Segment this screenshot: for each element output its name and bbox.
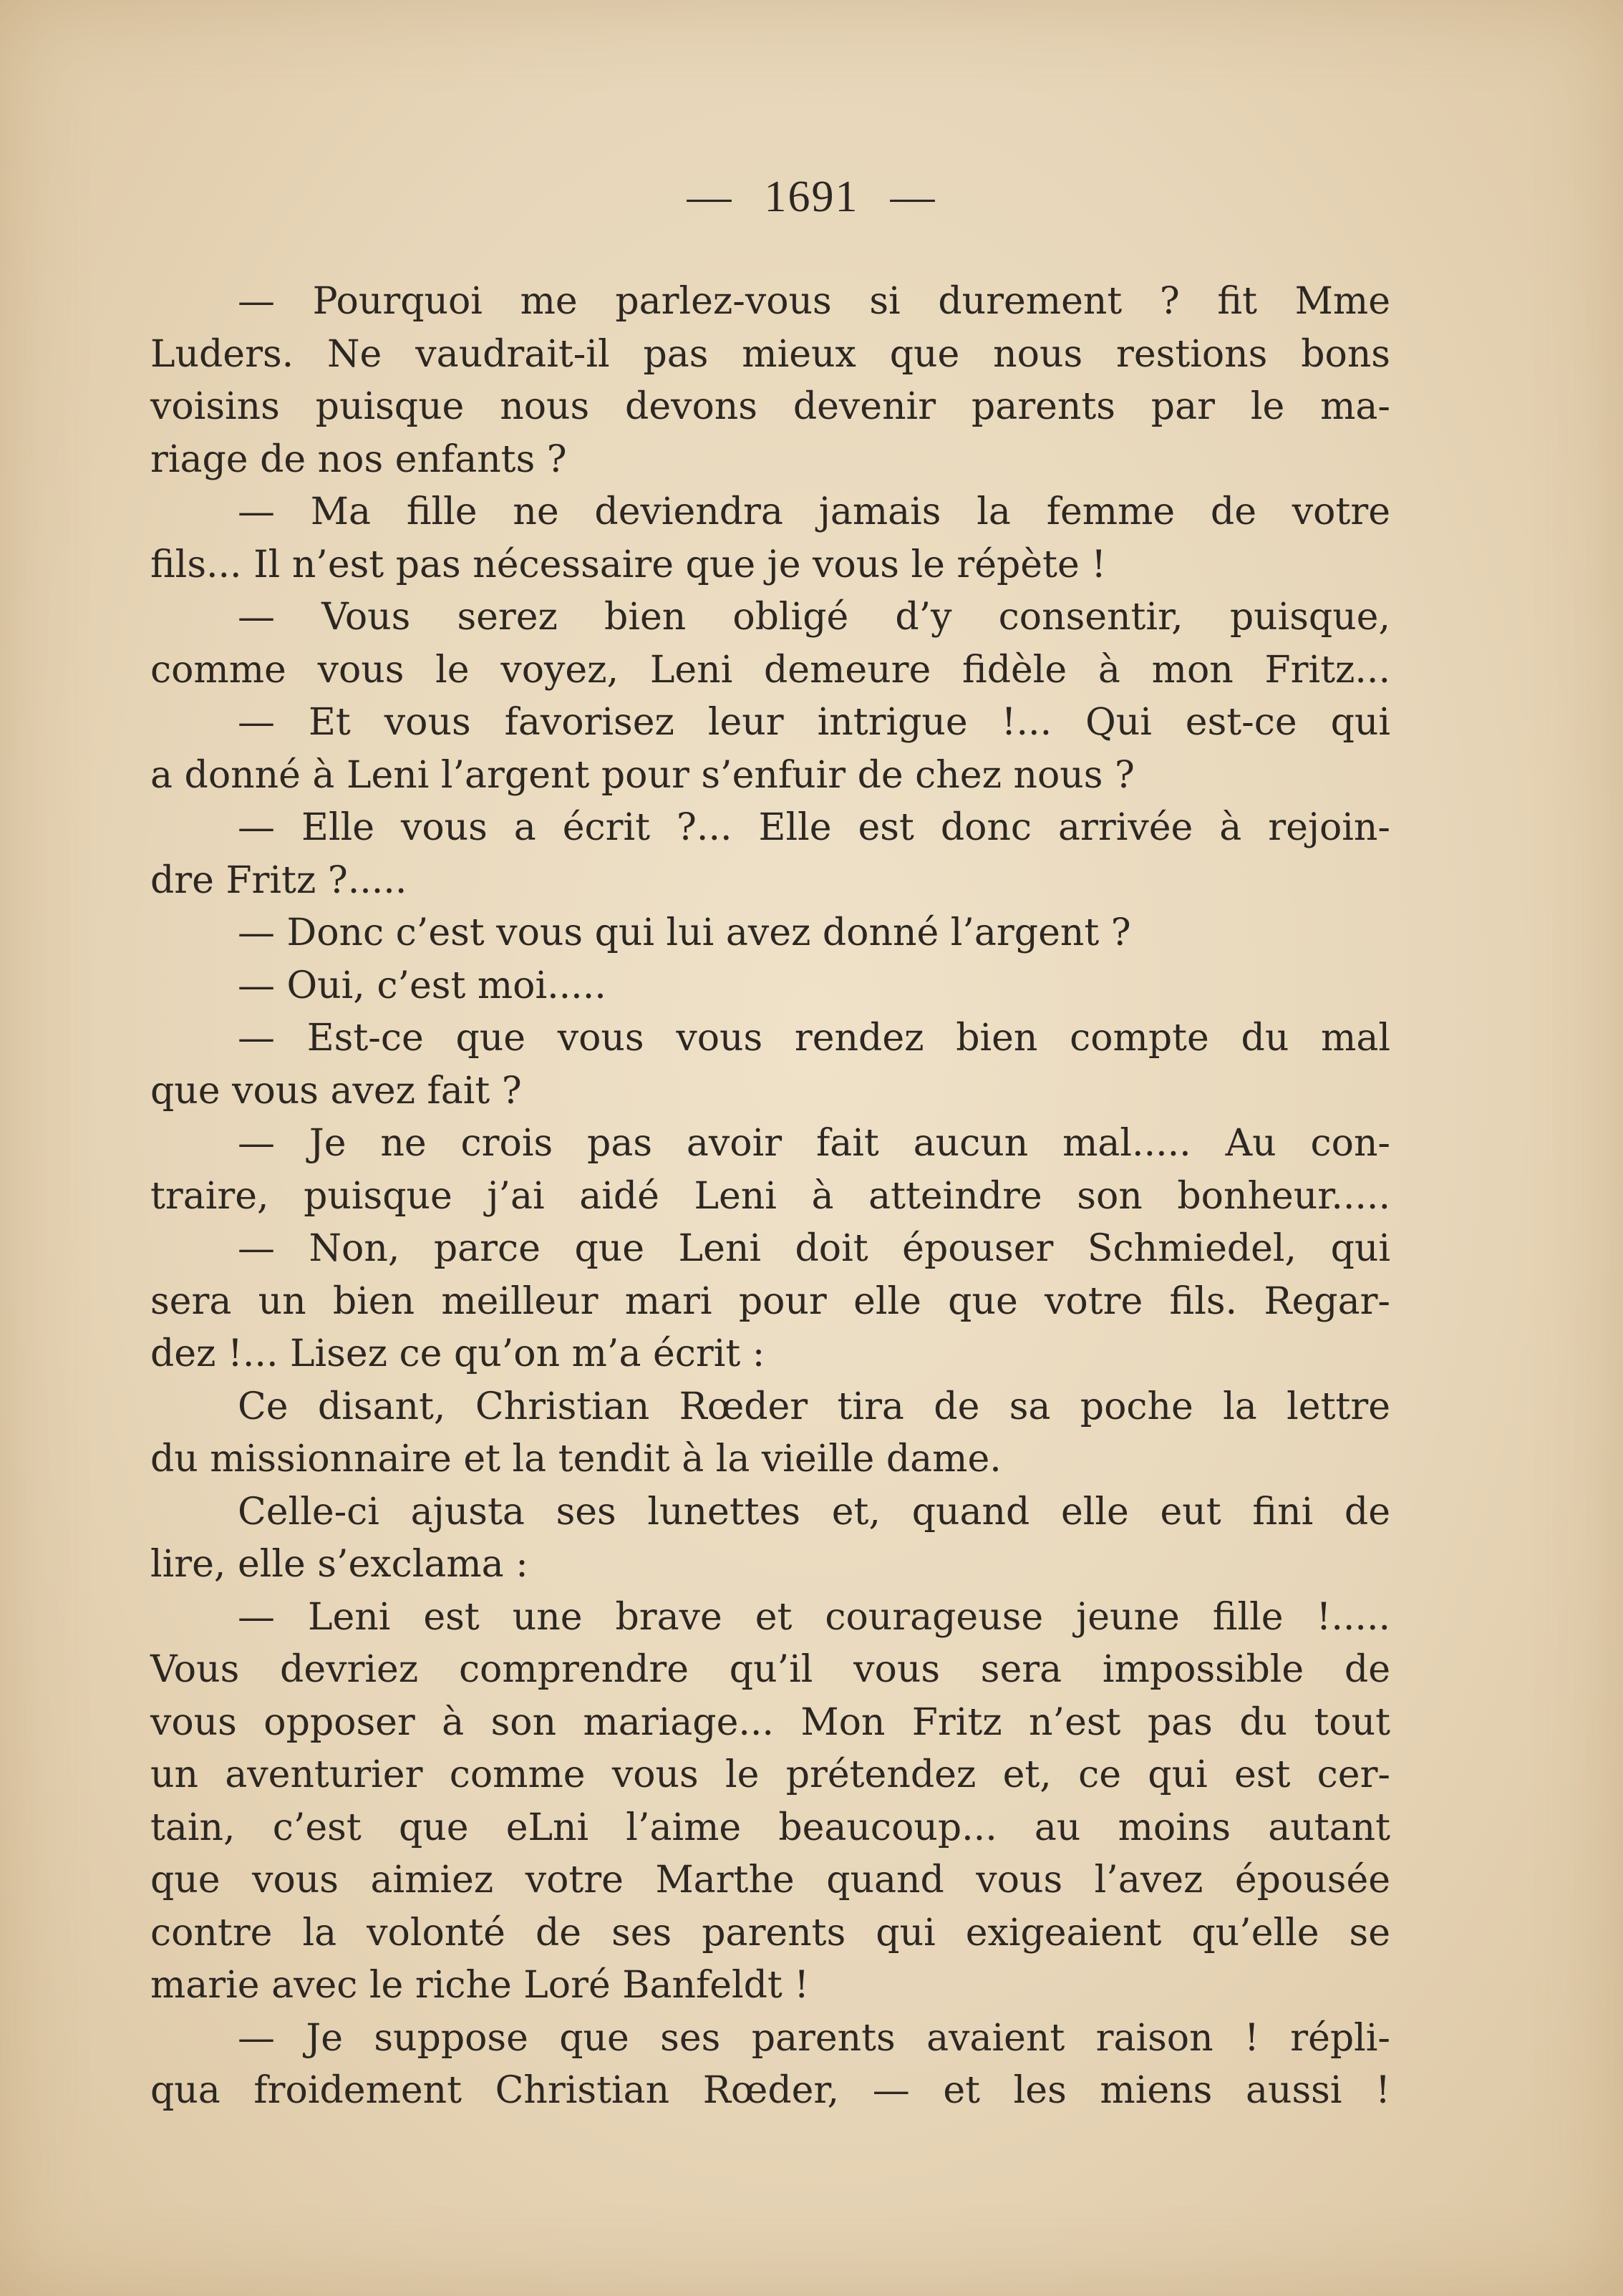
text-line: — Elle vous a écrit ?... Elle est donc arrivée à rejoin- [238, 806, 1390, 849]
page-number-value: 1691 [764, 173, 859, 221]
text-line: — Pourquoi me parlez-vous si durement ? fit Mme [238, 280, 1390, 323]
page-number [0, 172, 1623, 223]
text-line: fils... Il n’est pas nécessaire que je vous le répète ! [150, 543, 1107, 586]
text-line: comme vous le voyez, Leni demeure fidèle à mon Fritz... [150, 648, 1390, 692]
text-line: Ce disant, Christian Rœder tira de sa poche la lettre [238, 1385, 1390, 1428]
text-line: lire, elle s’exclama : [150, 1543, 528, 1586]
text-line: que vous aimiez votre Marthe quand vous l’avez épousée [150, 1859, 1390, 1902]
text-line: contre la volonté de ses parents qui exigeaient qu’elle se [150, 1911, 1390, 1954]
text-line: — Oui, c’est moi..... [238, 964, 606, 1007]
text-line: tain, c’est que eLni l’aime beaucoup... au moins autant [150, 1806, 1390, 1849]
text-line: Luders. Ne vaudrait-il pas mieux que nous restions bons [150, 332, 1390, 376]
text-line: a donné à Leni l’argent pour s’enfuir de chez nous ? [150, 753, 1135, 797]
text-line: Vous devriez comprendre qu’il vous sera impossible de [150, 1648, 1390, 1691]
text-line: voisins puisque nous devons devenir parents par le ma- [150, 385, 1390, 428]
text-line: — Leni est une brave et courageuse jeune fille !..... [238, 1595, 1390, 1639]
text-line: — Est-ce que vous vous rendez bien compte du mal [238, 1017, 1390, 1060]
text-line: du missionnaire et la tendit à la vieille dame. [150, 1438, 1002, 1481]
text-line: traire, puisque j’ai aidé Leni à atteindre son bonheur..... [150, 1174, 1390, 1218]
text-line: riage de nos enfants ? [150, 437, 567, 481]
text-line: un aventurier comme vous le prétendez et, ce qui est cer- [150, 1753, 1390, 1796]
text-line: sera un bien meilleur mari pour elle que votre fils. Regar- [150, 1279, 1390, 1323]
text-line: vous opposer à son mariage... Mon Fritz n’est pas du tout [150, 1700, 1390, 1744]
text-line: — Ma fille ne deviendra jamais la femme de votre [238, 490, 1390, 533]
text-line: — Je ne crois pas avoir fait aucun mal..... Au con- [238, 1122, 1390, 1165]
text-line: que vous avez fait ? [150, 1069, 522, 1113]
text-line: dez !... Lisez ce qu’on m’a écrit : [150, 1332, 765, 1375]
text-line: dre Fritz ?..... [150, 858, 407, 902]
text-line: — Je suppose que ses parents avaient raison ! répli- [238, 2016, 1390, 2060]
text-line: Celle-ci ajusta ses lunettes et, quand elle eut fini de [238, 1490, 1390, 1534]
text-line: — Donc c’est vous qui lui avez donné l’argent ? [238, 911, 1131, 954]
text-line: marie avec le riche Loré Banfeldt ! [150, 1964, 810, 2007]
page-number-dash-left: — [687, 173, 733, 221]
text-line: qua froidement Christian Rœder, — et les miens aussi ! [150, 2069, 1390, 2112]
text-line: — Vous serez bien obligé d’y consentir, puisque, [238, 596, 1390, 639]
body-text [150, 276, 1390, 2118]
page-number-dash-right: — [890, 173, 936, 221]
text-line: — Et vous favorisez leur intrigue !... Qui est-ce qui [238, 701, 1390, 744]
text-line: — Non, parce que Leni doit épouser Schmiedel, qui [238, 1227, 1390, 1270]
